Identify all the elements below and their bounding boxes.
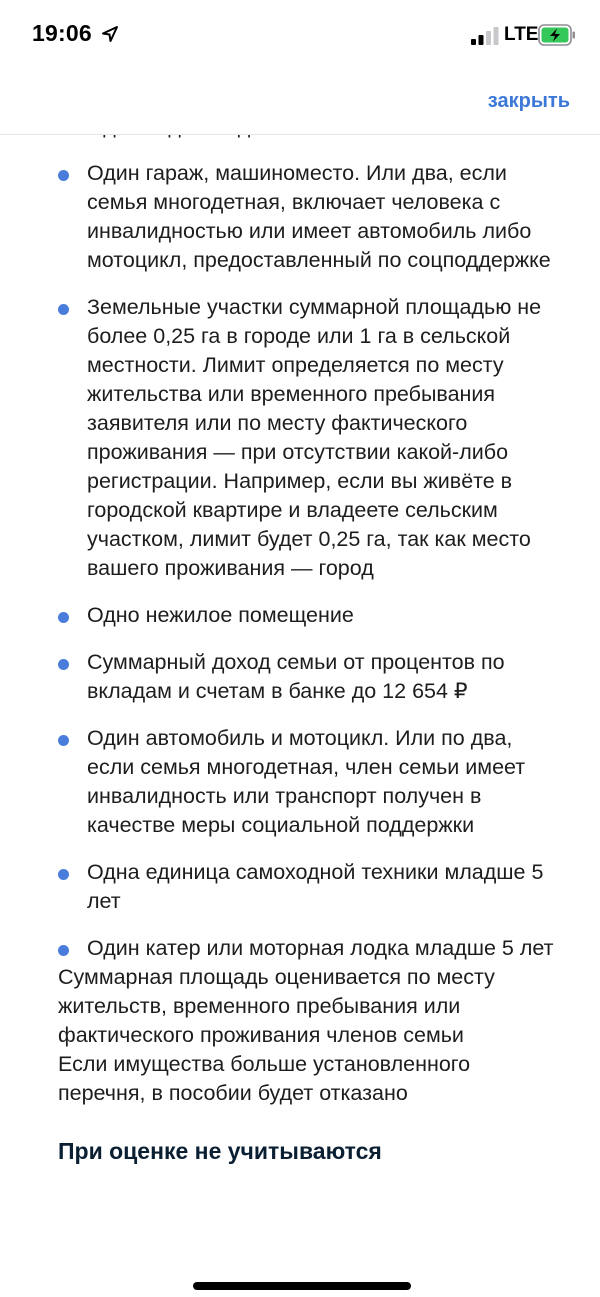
status-bar [0, 0, 600, 72]
list-item-text: Один автомобиль и мотоцикл. Или по два, если семья многодетная, член семьи имеет инвалидность или транспорт получен в качестве меры социальной поддержки [87, 726, 526, 837]
battery-charging-icon [538, 24, 576, 46]
bullet-icon [58, 170, 69, 181]
list-item-text: Одна единица самоходной техники младше 5 лет [87, 860, 544, 913]
list-item [0, 724, 600, 840]
content-body [0, 112, 600, 1165]
property-list [0, 112, 600, 963]
header-bar [0, 72, 600, 135]
location-arrow-icon [101, 25, 119, 43]
cellular-signal-icon [471, 27, 499, 45]
bullet-icon [58, 735, 69, 746]
list-item [0, 159, 600, 275]
bullet-icon [58, 945, 69, 956]
list-item [0, 601, 600, 630]
list-item-text: Земельные участки суммарной площадью не более 0,25 га в городе или 1 га в сельской местности. Лимит определяется по месту жительства или временного пребывания заявителя или по месту фактического проживания — при отсутствии какой-либо регистрации. Например, если вы живёте в городской квартире и владеете сельским участком, лимит будет 0,25 га, так как место вашего проживания — город [87, 295, 542, 580]
list-item-text: Один гараж, машиноместо. Или два, если семья многодетная, включает человека с инвалидностью или имеет автомобиль либо мотоцикл, предоставленный по соцподдержке [87, 161, 551, 272]
list-item [0, 648, 600, 706]
list-item-text: Один катер или моторная лодка младше 5 лет [87, 936, 554, 960]
list-item-text: Суммарный доход семьи от процентов по вкладам и счетам в банке до 12 654 ₽ [87, 650, 505, 703]
list-item-text: Одно нежилое помещение [87, 603, 354, 627]
section-heading: При оценке не учитываются [58, 1138, 382, 1164]
refusal-note: Если имущества больше установленного перечня, в пособии будет отказано [58, 1052, 471, 1105]
close-button[interactable]: закрыть [487, 90, 570, 112]
bullet-icon [58, 612, 69, 623]
bullet-icon [58, 659, 69, 670]
network-type: LTE [504, 24, 539, 45]
bullet-icon [58, 304, 69, 315]
home-indicator[interactable] [193, 1282, 411, 1290]
status-time: 19:06 [32, 20, 92, 46]
list-item [0, 293, 600, 583]
area-note: Суммарная площадь оценивается по месту жительств, временного пребывания или фактического проживания членов семьи [58, 965, 495, 1047]
list-item [0, 934, 600, 963]
bullet-icon [58, 869, 69, 880]
list-item [0, 858, 600, 916]
content-scroll-area[interactable] [0, 134, 600, 1297]
